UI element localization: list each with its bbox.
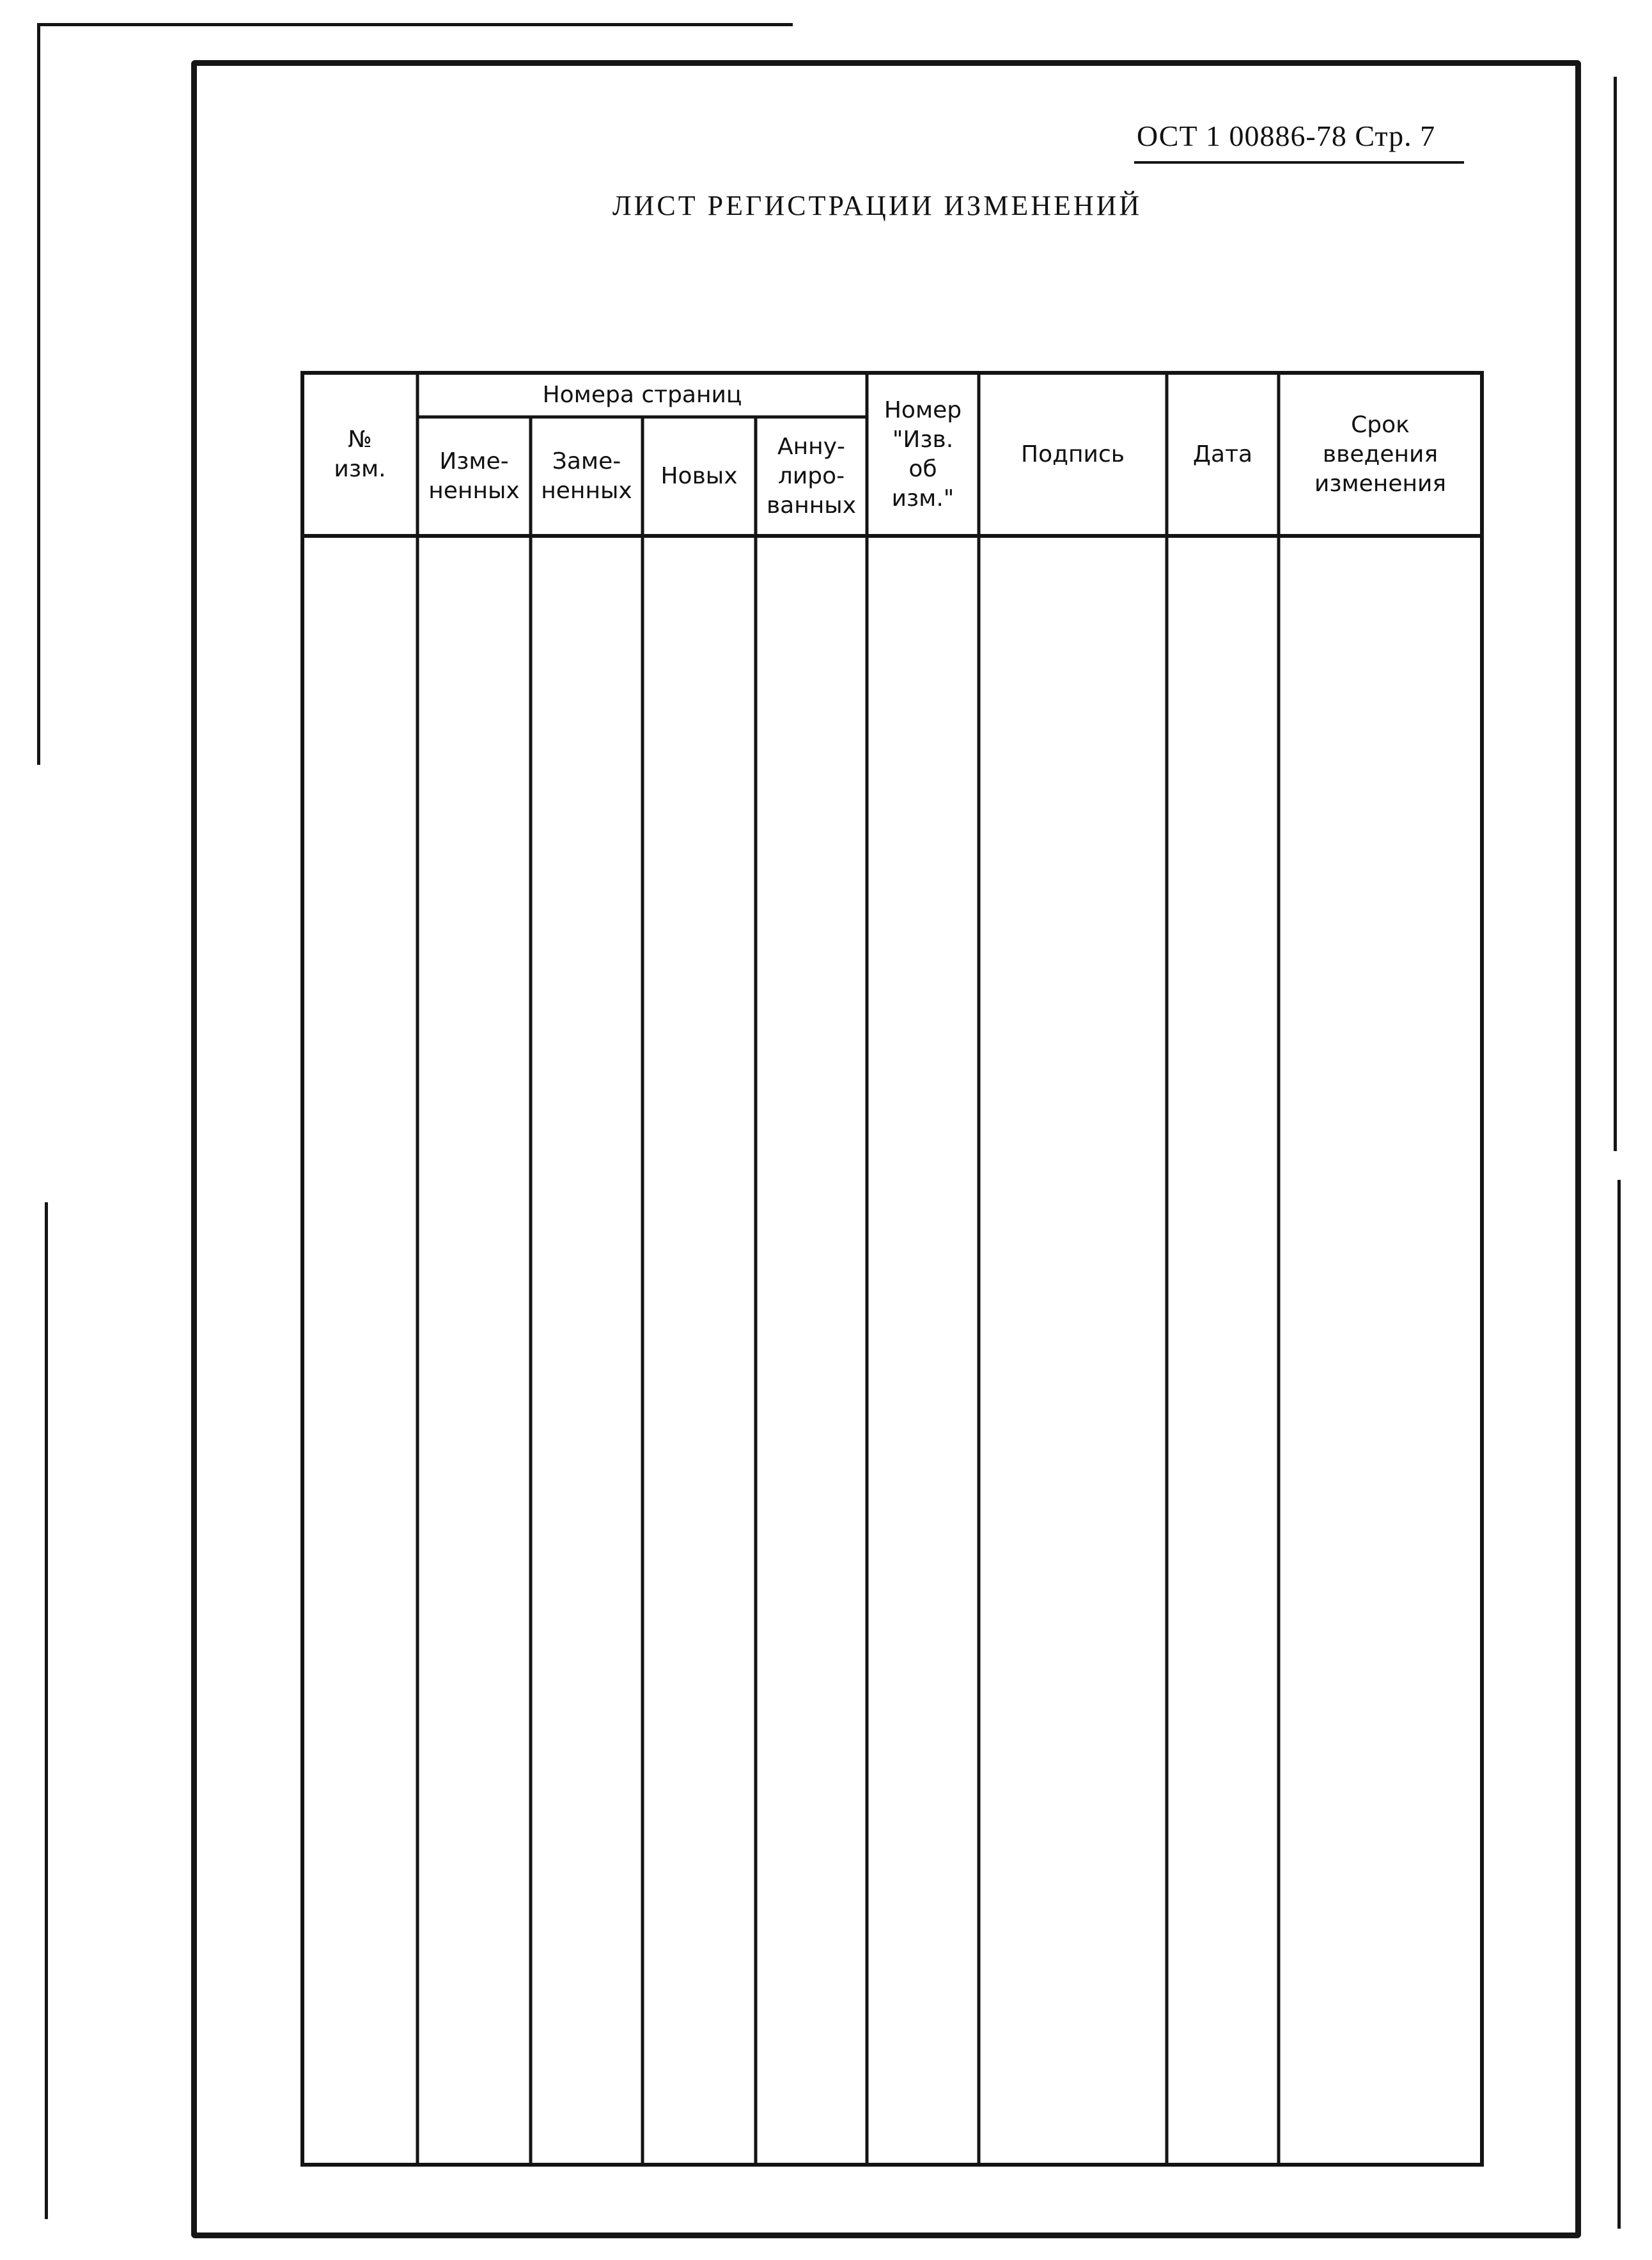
change-registration-table	[300, 371, 1484, 2168]
col-header-annulled: Анну- лиро- ванных	[766, 434, 857, 519]
document-code: ОСТ 1 00886-78 Стр. 7	[1137, 120, 1436, 152]
document-code-underline	[1134, 161, 1464, 164]
scan-edge-top	[37, 23, 793, 26]
col-header-replaced: Заме- ненных	[541, 448, 632, 504]
table-border	[302, 373, 1482, 2165]
group-header-page-numbers: Номера страниц	[542, 381, 742, 408]
table-grid	[300, 371, 1484, 2168]
col-header-changed: Изме- ненных	[428, 448, 520, 504]
scan-edge-right-lower	[1617, 1180, 1621, 2229]
col-header-notice-number: Номер "Изв. об изм."	[884, 396, 962, 512]
col-header-date: Дата	[1192, 441, 1253, 467]
scan-edge-right	[1614, 77, 1617, 1151]
col-header-effective-date: Срок введения изменения	[1314, 411, 1447, 497]
col-header-change-number: № изм.	[334, 426, 386, 482]
col-header-signature: Подпись	[1021, 441, 1125, 467]
scan-edge-left	[37, 23, 40, 765]
page-title: ЛИСТ РЕГИСТРАЦИИ ИЗМЕНЕНИЙ	[612, 190, 1142, 221]
scan-edge-left-lower	[45, 1202, 48, 2219]
col-header-new: Новых	[660, 463, 738, 489]
